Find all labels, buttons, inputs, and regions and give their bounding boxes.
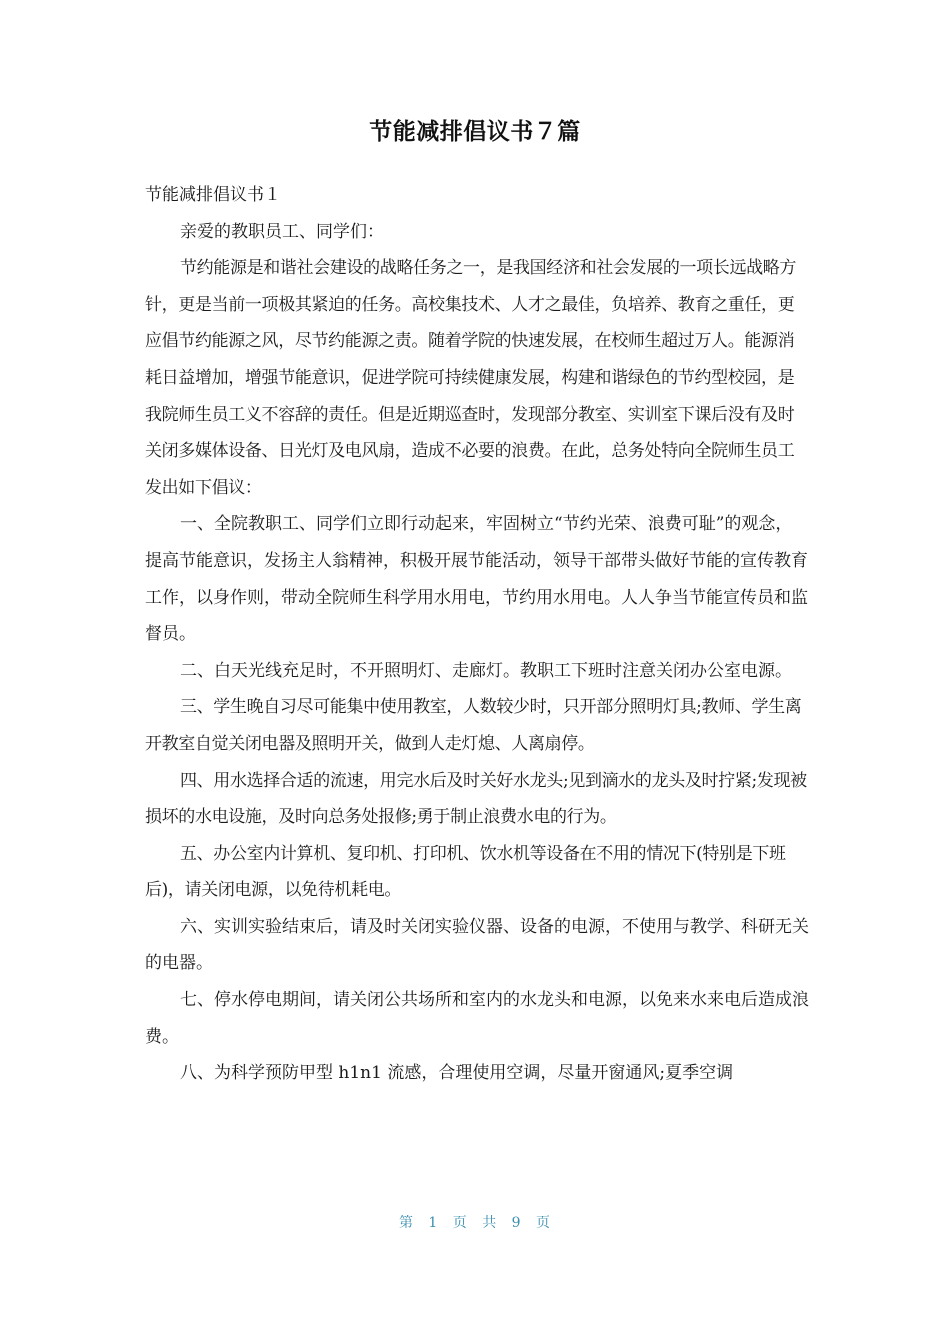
document-title: 节能减排倡议书７篇 xyxy=(369,119,581,145)
paragraph-item-5: 五、办公室内计算机、复印机、打印机、饮水机等设备在不用的情况下(特别是下班后)，请关闭电源，以免待机耗电。 xyxy=(145,843,786,901)
salutation: 亲爱的教职员工、同学们： xyxy=(180,221,384,242)
paragraph-item-7: 七、停水停电期间，请关闭公共场所和室内的水龙头和电源，以免来水来电后造成浪费。 xyxy=(145,990,809,1047)
paragraph-item-1: 一、全院教职工、同学们立即行动起来，牢固树立“节约光荣、浪费可耻”的观念，提高节能意识，发扬主人翁精神，积极开展节能活动，领导干部带头做好节能的宣传教育工作，以身作则，带动全院师生科学用水用电，节约用水用电。人人争当节能宣传员和监督员。 xyxy=(145,514,808,645)
paragraph-item-6: 六、实训实验结束后，请及时关闭实验仪器、设备的电源，不使用与教学、科研无关的电器。 xyxy=(145,916,809,974)
page-number: 第 1 页 共 9 页 xyxy=(398,1215,552,1231)
paragraph-item-3: 三、学生晚自习尽可能集中使用教室，人数较少时，只开部分照明灯具;教师、学生离开教室自觉关闭电器及照明开关，做到人走灯熄、人离扇停。 xyxy=(145,697,802,754)
section-heading: 节能减排倡议书１ xyxy=(145,185,281,205)
paragraph-item-8: 八、为科学预防甲型 h1n1 流感，合理使用空调，尽量开窗通风;夏季空调 xyxy=(180,1063,734,1084)
paragraph-item-4: 四、用水选择合适的流速，用完水后及时关好水龙头;见到滴水的龙头及时拧紧;发现被损坏的水电设施，及时向总务处报修;勇于制止浪费水电的行为。 xyxy=(145,770,807,828)
paragraph-intro: 节约能源是和谐社会建设的战略任务之一，是我国经济和社会发展的一项长远战略方针，更是当前一项极其紧迫的任务。高校集技术、人才之最佳，负培养、教育之重任，更应倡节约能源之风，尽节约能源之责。随着学院的快速发展，在校师生超过万人。能源消耗日益增加，增强节能意识，促进学院可持续健康发展，构建和谐绿色的节约型校园，是我院师生员工义不容辞的责任。但是近期巡查时，发现部分教室、实训室下课后没有及时关闭多媒体设备、日光灯及电风扇，造成不必要的浪费。在此，总务处特向全院师生员工发出如下倡议： xyxy=(145,258,797,498)
paragraph-item-2: 二、白天光线充足时，不开照明灯、走廊灯。教职工下班时注意关闭办公室电源。 xyxy=(180,660,792,681)
document-body xyxy=(145,177,809,1092)
